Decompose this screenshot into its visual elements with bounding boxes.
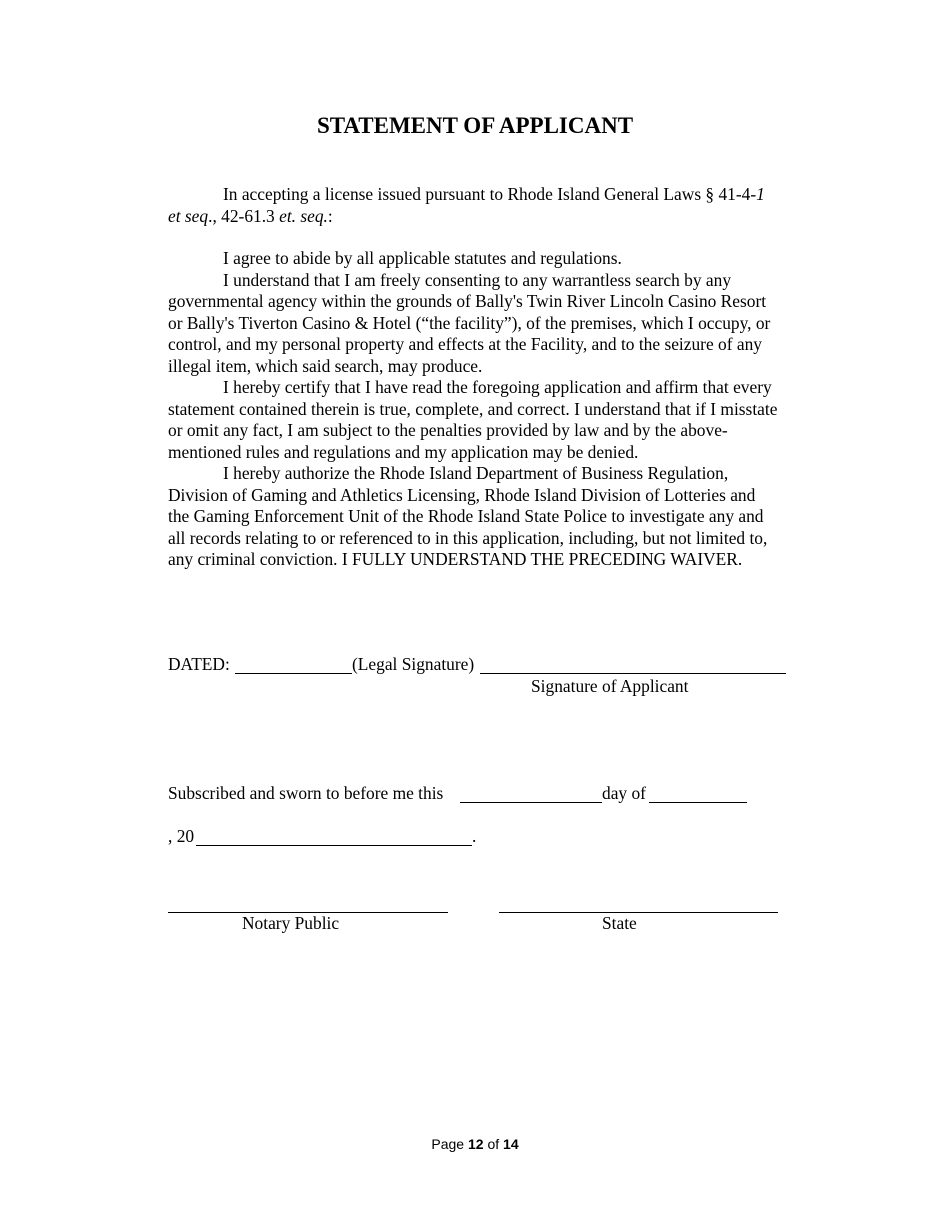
footer-of-word: of: [487, 1136, 500, 1152]
dated-field[interactable]: [235, 673, 352, 674]
year-prefix-label: , 20: [168, 826, 195, 846]
signature-field[interactable]: [480, 673, 786, 674]
page-footer: [0, 1135, 950, 1153]
footer-total-pages: 14: [503, 1136, 519, 1152]
footer-current-page: 12: [467, 1136, 484, 1152]
state-caption: State: [602, 913, 637, 933]
notary-public-caption: Notary Public: [242, 913, 340, 933]
intro-italic-2: et. seq.: [279, 205, 328, 226]
page-title: STATEMENT OF APPLICANT: [316, 113, 634, 138]
dated-label: DATED:: [168, 654, 230, 674]
sworn-year-field[interactable]: [196, 845, 472, 846]
sworn-day-field[interactable]: [460, 802, 602, 803]
sworn-label: Subscribed and sworn to before me this: [168, 783, 444, 803]
sworn-month-field[interactable]: [649, 802, 747, 803]
statement-paragraph-2: I understand that I am freely consenting to any warrantless search by any governmental agency within the grounds of Bally's Twin River Lincoln Casino Resort or Bally's Tiverton Casino & Hotel (“the facility”), of the premises, which I occupy, or control, and my personal property and effects at the Facility, and to the seizure of any illegal item, which said search, may produce.: [168, 269, 771, 376]
intro-text-end: :: [327, 205, 333, 226]
intro-italic-1: 1 et seq: [168, 184, 765, 226]
statement-paragraph-3: I hereby certify that I have read the foregoing application and affirm that every statement contained therein is true, complete, and correct. I understand that if I misstate or omit any fact, I am subject to the penalties provided by law and by the above-mentioned rules and regulations and my application may be denied.: [168, 377, 778, 462]
statement-paragraph-4: I hereby authorize the Rhode Island Department of Business Regulation, Division of Gaming and Athletics Licensing, Rhode Island Division of Lotteries and the Gaming Enforcement Unit of the Rhode Island State Police to investigate any and all records relating to or referenced to in this application, including, but not limited to, any criminal conviction. I FULLY UNDERSTAND THE PRECEDING WAIVER.: [168, 463, 768, 569]
footer-page-word: Page: [431, 1136, 465, 1152]
day-of-label: day of: [602, 783, 646, 803]
intro-text-mid: ., 42-61.3: [208, 205, 280, 226]
intro-text: [168, 184, 778, 227]
statement-paragraph-1: I agree to abide by all applicable statutes and regulations.: [223, 248, 622, 268]
intro-paragraph: [168, 184, 778, 227]
intro-text-start: In accepting a license issued pursuant to Rhode Island General Laws § 41-4-: [223, 184, 757, 204]
year-suffix-label: .: [472, 826, 477, 846]
legal-signature-label: (Legal Signature): [352, 654, 475, 674]
signature-of-applicant-caption: Signature of Applicant: [531, 676, 689, 696]
statement-paragraphs: [168, 248, 778, 571]
state-field[interactable]: [499, 912, 778, 913]
